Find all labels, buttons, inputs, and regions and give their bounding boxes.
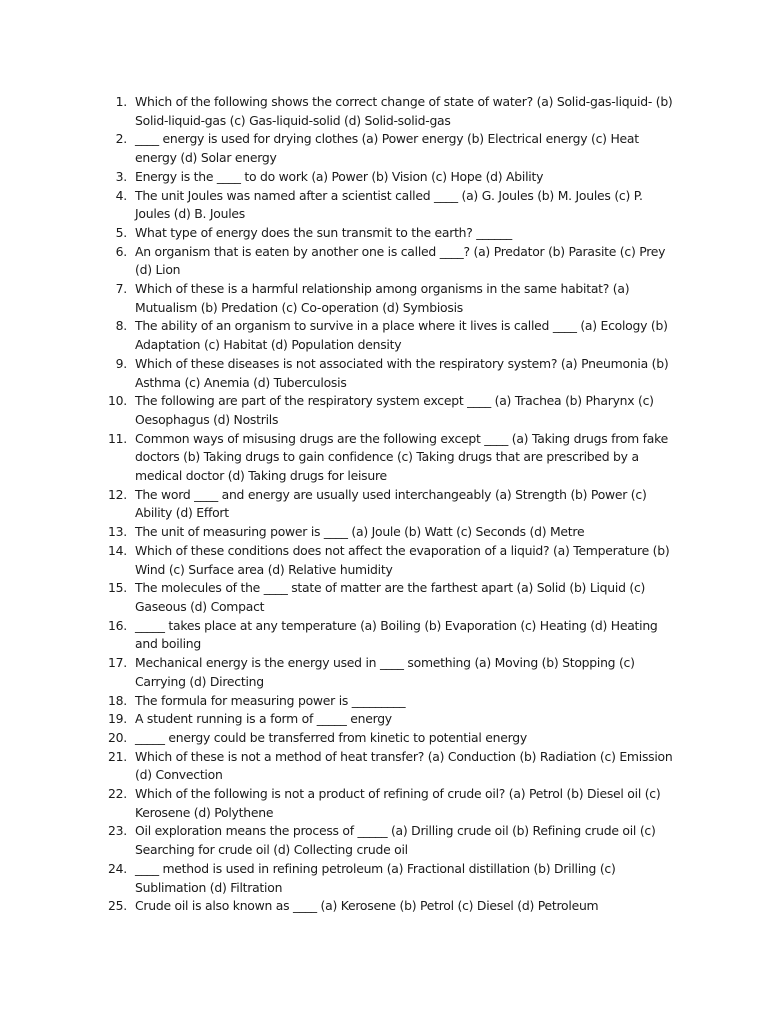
question-number: 18. [108, 692, 127, 708]
question-number: 23. [108, 823, 127, 839]
question-number: 6. [115, 243, 127, 259]
question-text: Which of these conditions does not affect the evaporation of a liquid? (a) Temperature (b) Wind (c) Surface area (d) Relative humidity [135, 542, 670, 577]
list-item [100, 392, 680, 429]
question-text: Common ways of misusing drugs are the following except ____ (a) Taking drugs from fake doctors (b) Taking drugs to gain confidence (c) Taking drugs that are prescribed by a medical doctor (d) Taking drugs for leisure [135, 430, 668, 484]
question-number: 12. [108, 486, 127, 502]
question-number: 11. [108, 430, 127, 446]
question-number: 22. [108, 786, 127, 802]
list-item [100, 93, 680, 130]
list-item [100, 430, 680, 486]
question-number: 17. [108, 655, 127, 671]
list-item [100, 523, 680, 542]
question-number: 8. [115, 318, 127, 334]
question-number: 5. [115, 224, 127, 240]
question-text: The molecules of the ____ state of matter are the farthest apart (a) Solid (b) Liquid (c) Gaseous (d) Compact [135, 580, 646, 614]
question-text: _____ energy could be transferred from kinetic to potential energy [135, 729, 527, 745]
question-number: 9. [115, 355, 127, 371]
list-item [100, 542, 680, 579]
question-number: 3. [115, 168, 127, 184]
list-item [100, 130, 680, 167]
question-text: Mechanical energy is the energy used in ____ something (a) Moving (b) Stopping (c) Carrying (d) Directing [135, 655, 635, 689]
question-text: Which of these is not a method of heat transfer? (a) Conduction (b) Radiation (c) Emission (d) Convection [135, 748, 673, 783]
list-item [100, 897, 680, 916]
list-item [100, 692, 680, 711]
question-text: A student running is a form of _____ energy [135, 711, 392, 727]
question-text: Which of these is a harmful relationship among organisms in the same habitat? (a) Mutualism (b) Predation (c) Co-operation (d) Symbiosis [135, 281, 630, 315]
question-text: The unit of measuring power is ____ (a) Joule (b) Watt (c) Seconds (d) Metre [135, 524, 585, 540]
question-number: 13. [108, 524, 127, 540]
question-number: 24. [108, 860, 127, 876]
list-item [100, 617, 680, 654]
list-item [100, 317, 680, 354]
question-list [100, 93, 680, 916]
question-text: The following are part of the respiratory system except ____ (a) Trachea (b) Pharynx (c) Oesophagus (d) Nostrils [135, 393, 654, 427]
question-number: 21. [108, 748, 127, 764]
question-number: 2. [115, 131, 127, 147]
list-item [100, 710, 680, 729]
question-number: 14. [108, 542, 127, 558]
question-number: 25. [108, 898, 127, 914]
list-item [100, 860, 680, 897]
question-text: An organism that is eaten by another one is called ____? (a) Predator (b) Parasite (c) Prey (d) Lion [135, 243, 666, 278]
question-number: 7. [115, 281, 127, 297]
question-text: ____ energy is used for drying clothes (a) Power energy (b) Electrical energy (c) Heat energy (d) Solar energy [135, 131, 639, 166]
question-text: _____ takes place at any temperature (a) Boiling (b) Evaporation (c) Heating (d) Heating and boiling [135, 617, 658, 652]
question-number: 10. [108, 393, 127, 409]
question-text: What type of energy does the sun transmit to the earth? ______ [135, 224, 512, 240]
list-item [100, 168, 680, 187]
list-item [100, 822, 680, 859]
question-number: 1. [115, 94, 127, 109]
question-number: 16. [108, 617, 127, 633]
list-item [100, 355, 680, 392]
list-item [100, 224, 680, 243]
question-number: 19. [108, 711, 127, 727]
question-text: The ability of an organism to survive in a place where it lives is called ____ (a) Ecology (b) Adaptation (c) Habitat (d) Population density [135, 318, 668, 353]
question-text: Crude oil is also known as ____ (a) Kerosene (b) Petrol (c) Diesel (d) Petroleum [135, 898, 599, 914]
question-number: 15. [108, 580, 127, 596]
question-text: The word ____ and energy are usually used interchangeably (a) Strength (b) Power (c) Ability (d) Effort [135, 486, 647, 521]
question-text: Which of these diseases is not associated with the respiratory system? (a) Pneumonia (b) Asthma (c) Anemia (d) Tuberculosis [135, 355, 669, 390]
list-item [100, 280, 680, 317]
list-item [100, 243, 680, 280]
question-number: 4. [115, 187, 127, 203]
question-text: Which of the following is not a product of refining of crude oil? (a) Petrol (b) Diesel oil (c) Kerosene (d) Polythene [135, 786, 661, 820]
list-item [100, 579, 680, 616]
question-text: The unit Joules was named after a scientist called ____ (a) G. Joules (b) M. Joules (c) P. Joules (d) B. Joules [135, 187, 643, 222]
question-text: Which of the following shows the correct change of state of water? (a) Solid-gas-liquid- (b) Solid-liquid-gas (c) Gas-liquid-solid (d) Solid-solid-gas [135, 94, 673, 128]
list-item [100, 729, 680, 748]
list-item [100, 654, 680, 691]
list-item [100, 785, 680, 822]
question-text: ____ method is used in refining petroleum (a) Fractional distillation (b) Drilling (c) Sublimation (d) Filtration [135, 860, 616, 895]
list-item [100, 748, 680, 785]
list-item [100, 187, 680, 224]
question-text: Oil exploration means the process of _____ (a) Drilling crude oil (b) Refining crude oil (c) Searching for crude oil (d) Collecting crude oil [135, 823, 656, 858]
question-number: 20. [108, 729, 127, 745]
question-text: Energy is the ____ to do work (a) Power (b) Vision (c) Hope (d) Ability [135, 168, 544, 184]
list-item [100, 486, 680, 523]
question-text: The formula for measuring power is _________ [135, 692, 406, 708]
